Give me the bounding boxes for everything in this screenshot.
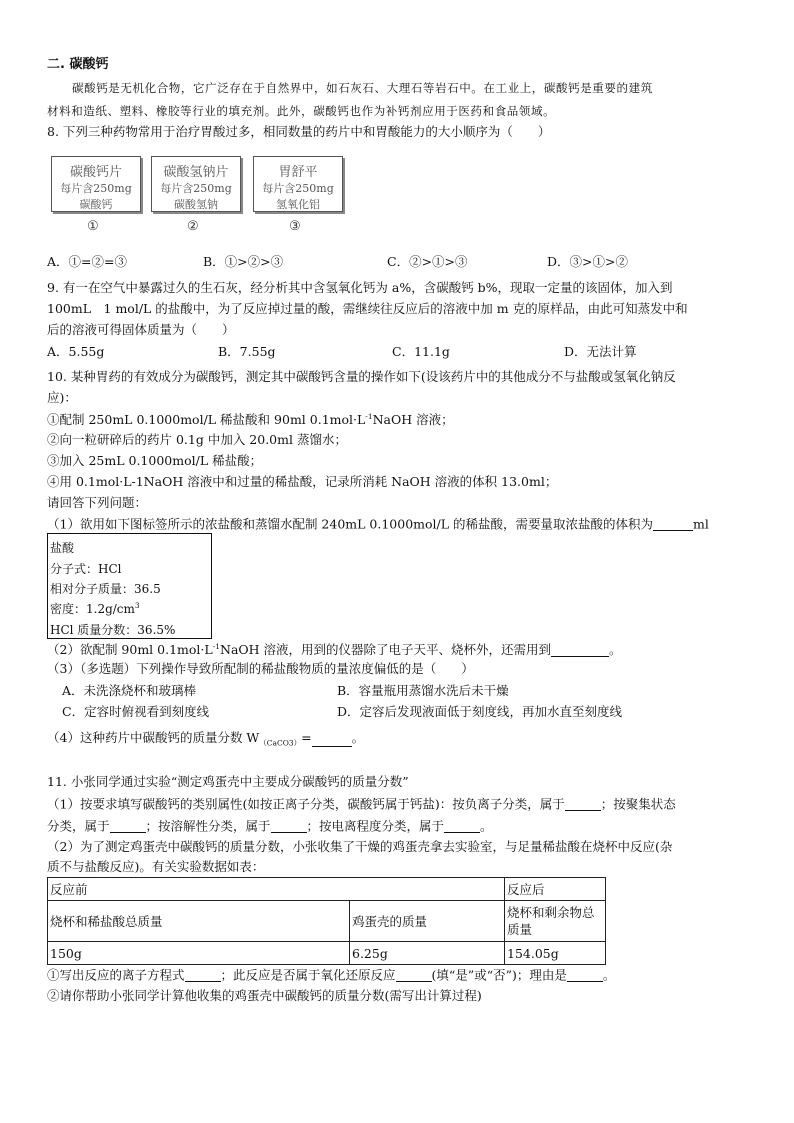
reagent-label-density (50, 600, 140, 617)
q10-step-1-text: ①配制 250mL 0.1000mol/L 稀盐酸和 90ml 0.1mol·L (47, 412, 366, 428)
table-col-header: 鸡蛋壳的质量 (350, 901, 505, 942)
q10-sub-3: （3）（多选题）下列操作导致所配制的稀盐酸物质的量浓度偏低的是（ ） (47, 661, 474, 676)
table-header-before: 反应前 (48, 878, 505, 901)
answer-blank[interactable] (396, 969, 432, 982)
q11-part-1-line-1 (47, 798, 676, 811)
q10-step-3: ③加入 25mL 0.1000mol/L 稀盐酸； (47, 453, 263, 468)
reagent-label-box (47, 533, 212, 639)
answer-blank[interactable] (567, 969, 603, 982)
drug-number-3: ③ (289, 219, 301, 234)
q10-stem-line-2: 应)： (47, 390, 77, 405)
q10-step-1-sup: -1 (365, 412, 373, 421)
drug-card-name: 碳酸钙片 (69, 165, 122, 180)
q10-sub-2-sup: -1 (212, 642, 220, 651)
drug-card-name: 胃舒平 (278, 165, 318, 180)
q11-part-1-line-2 (47, 820, 493, 833)
q10-sub-2-end: 。 (609, 642, 622, 658)
q8-option-d: D．③>①>② (547, 254, 628, 269)
table-cell: 154.05g (505, 942, 606, 965)
drug-card-ingredient: 氢氧化铝 (276, 197, 320, 211)
section-title: 二. 碳酸钙 (47, 57, 109, 72)
drug-number-1: ① (87, 219, 99, 234)
answer-blank[interactable] (565, 798, 601, 811)
q9-option-c: C．11.1g (392, 344, 450, 359)
q10-sub-1-unit: ml (693, 516, 709, 532)
reagent-label-density-sup: 3 (134, 601, 140, 610)
q11-part-1-text: （1）按要求填写碳酸钙的类别属性(如按正离子分类，碳酸钙属于钙盐)：按负离子分类，属于 (47, 796, 565, 812)
q10-sub-3-option-d: D．定容后发现液面低于刻度线，再加水直至刻度线 (337, 704, 623, 719)
drug-card-dose: 每片含250mg (60, 182, 132, 195)
table-row (48, 878, 606, 901)
q9-option-a: A．5.55g (47, 344, 105, 359)
table-col-header: 烧杯和稀盐酸总质量 (48, 901, 350, 942)
q10-step-1-tail: NaOH 溶液； (372, 412, 454, 428)
q10-step-1 (47, 413, 454, 427)
section-intro-line-1: 碳酸钙是无机化合物，它广泛存在于自然界中，如石灰石、大理石等岩石中。在工业上，碳酸钙是重要的建筑 (72, 81, 653, 95)
q10-sub-2 (47, 643, 622, 657)
reagent-label-title: 盐酸 (50, 541, 75, 555)
q8-option-a: A．①=②=③ (47, 254, 127, 269)
q10-sub-4-end: 。 (351, 730, 365, 745)
q11-part-1-text-b: ；按聚集状态 (600, 796, 676, 812)
drug-card-2 (151, 156, 241, 212)
answer-blank[interactable] (312, 734, 352, 747)
q11-result-1-text-b: ；此反应是否属于氧化还原反应 (220, 967, 396, 983)
table-cell: 150g (48, 942, 350, 965)
q9-option-b: B．7.55g (218, 344, 276, 359)
reagent-label-density-text: 密度：1.2g/cm (50, 602, 135, 616)
drug-card-ingredient: 碳酸钙 (79, 197, 113, 211)
q10-ask: 请回答下列问题： (47, 495, 148, 510)
q11-part-1-text-c: 分类，属于 (47, 818, 110, 834)
q11-part-2-line-2: 质不与盐酸反应)。有关实验数据如表： (47, 859, 265, 874)
drug-card-dose: 每片含250mg (160, 182, 232, 195)
drug-card-3 (253, 156, 343, 212)
drug-card-name: 碳酸氢钠片 (163, 165, 229, 180)
experiment-data-table (47, 877, 606, 965)
q10-sub-2-text: （2）欲配制 90ml 0.1mol·L (47, 642, 213, 658)
q10-sub-1-text: （1）欲用如下图标签所示的浓盐酸和蒸馏水配制 240mL 0.1000mol/L 的稀盐酸，需要量取浓盐酸的体积为 (47, 516, 654, 532)
table-row (48, 942, 606, 965)
q8-option-c: C．②>①>③ (387, 254, 468, 269)
answer-blank[interactable] (653, 518, 693, 531)
q9-stem-line-3: 后的溶液可得固体质量为（ ） (47, 322, 235, 337)
q10-sub-4 (47, 732, 364, 747)
q10-sub-4-eq: = (301, 730, 312, 745)
q10-sub-4-subscript: （CaCO3） (259, 738, 302, 748)
q10-sub-3-option-b: B．容量瓶用蒸馏水洗后未干燥 (337, 683, 509, 698)
q11-part-1-text-d: ；按溶解性分类，属于 (145, 818, 271, 834)
drug-card-1 (51, 156, 141, 212)
q11-part-2-line-1: （2）为了测定鸡蛋壳中碳酸钙的质量分数，小张收集了干燥的鸡蛋壳拿去实验室，与足量稀盐酸在烧杯中反应(杂 (47, 839, 673, 854)
q11-result-1 (47, 969, 615, 982)
q11-result-1-text-a: ①写出反应的离子方程式 (47, 967, 185, 983)
q10-sub-4-text: （4）这种药片中碳酸钙的质量分数 W (47, 730, 260, 745)
table-header-after: 反应后 (505, 878, 606, 901)
q11-result-1-text-d: 。 (602, 967, 616, 983)
answer-blank[interactable] (551, 644, 609, 657)
answer-blank[interactable] (444, 820, 480, 833)
q11-part-1-text-e: ；按电离程度分类，属于 (306, 818, 445, 834)
drug-card-dose: 每片含250mg (262, 182, 334, 195)
q8-option-b: B．①>②>③ (203, 254, 284, 269)
q10-stem-line-1: 10. 某种胃药的有效成分为碳酸钙，测定其中碳酸钙含量的操作如下(设该药片中的其他成分不与盐酸或氢氧化钠反 (47, 369, 676, 384)
reagent-label-mass: 相对分子质量：36.5 (50, 582, 161, 596)
q9-stem-line-2: 100mL 1 mol/L 的盐酸中，为了反应掉过量的酸，需继续往反应后的溶液中加 m 克的原样品，由此可知蒸发中和 (47, 301, 688, 316)
q10-step-4: ④用 0.1mol·L-1NaOH 溶液中和过量的稀盐酸，记录所消耗 NaOH 溶液的体积 13.0ml； (47, 474, 558, 489)
q10-step-2: ②向一粒研碎后的药片 0.1g 中加入 20.0ml 蒸馏水； (47, 432, 347, 447)
table-row (48, 901, 606, 942)
answer-blank[interactable] (110, 820, 146, 833)
drug-card-ingredient: 碳酸氢钠 (174, 197, 218, 211)
q10-sub-1 (47, 518, 709, 531)
q10-sub-3-option-c: C．定容时俯视看到刻度线 (62, 704, 210, 719)
q9-option-d: D．无法计算 (564, 344, 637, 359)
q11-part-1-text-f: 。 (480, 818, 493, 834)
reagent-label-fraction: HCl 质量分数：36.5% (50, 623, 176, 637)
table-col-header: 烧杯和剩余物总质量 (505, 901, 606, 942)
q10-sub-3-option-a: A．未洗涤烧杯和玻璃棒 (62, 683, 197, 698)
q11-result-2: ②请你帮助小张同学计算他收集的鸡蛋壳中碳酸钙的质量分数(需写出计算过程) (47, 988, 482, 1003)
answer-blank[interactable] (185, 969, 221, 982)
q10-sub-2-tail: NaOH 溶液，用到的仪器除了电子天平、烧杯外，还需用到 (220, 642, 552, 658)
reagent-label-formula: 分子式：HCl (50, 562, 122, 576)
answer-blank[interactable] (271, 820, 307, 833)
table-cell: 6.25g (350, 942, 505, 965)
q8-stem: 8. 下列三种药物常用于治疗胃酸过多，相同数量的药片中和胃酸能力的大小顺序为（ ） (47, 124, 551, 139)
q11-stem: 11. 小张同学通过实验“测定鸡蛋壳中主要成分碳酸钙的质量分数” (47, 774, 409, 789)
q9-stem-line-1: 9. 有一在空气中暴露过久的生石灰，经分析其中含氢氧化钙为 a%，含碳酸钙 b%，现取一定量的该固体，加入到 (47, 280, 673, 295)
section-intro-line-2: 材料和造纸、塑料、橡胶等行业的填充剂。此外，碳酸钙也作为补钙剂应用于医药和食品领域。 (47, 104, 556, 118)
q11-result-1-text-c: (填“是”或“否”)；理由是 (431, 967, 567, 983)
drug-number-2: ② (187, 219, 199, 234)
